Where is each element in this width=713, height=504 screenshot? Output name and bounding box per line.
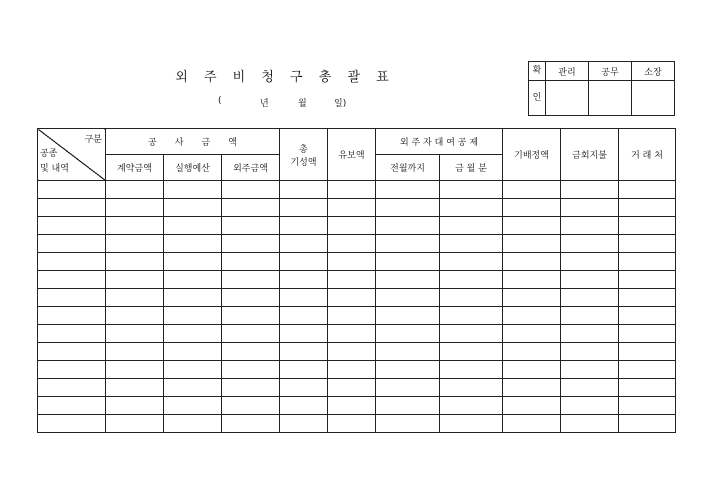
table-cell[interactable] <box>619 343 676 361</box>
table-cell[interactable] <box>440 181 503 199</box>
table-cell[interactable] <box>106 181 164 199</box>
table-cell[interactable] <box>328 343 376 361</box>
table-cell[interactable] <box>376 271 440 289</box>
table-cell[interactable] <box>440 397 503 415</box>
table-cell[interactable] <box>619 253 676 271</box>
approval-sign-manager[interactable] <box>632 81 675 116</box>
table-cell[interactable] <box>280 379 328 397</box>
table-cell[interactable] <box>280 361 328 379</box>
table-cell[interactable] <box>280 343 328 361</box>
table-cell[interactable] <box>440 343 503 361</box>
table-cell[interactable] <box>106 325 164 343</box>
table-cell[interactable] <box>164 343 222 361</box>
table-cell[interactable] <box>38 397 106 415</box>
table-row <box>38 325 676 343</box>
header-loan-deduction: 외 주 자 대 여 공 제 <box>376 129 503 155</box>
table-cell[interactable] <box>164 379 222 397</box>
table-cell[interactable] <box>164 199 222 217</box>
table-cell[interactable] <box>38 235 106 253</box>
table-cell[interactable] <box>440 415 503 433</box>
date-day: 일) <box>334 99 347 109</box>
table-cell[interactable] <box>280 181 328 199</box>
table-cell[interactable] <box>222 307 280 325</box>
table-cell[interactable] <box>280 325 328 343</box>
table-cell[interactable] <box>561 361 619 379</box>
table-cell[interactable] <box>222 361 280 379</box>
table-cell[interactable] <box>280 415 328 433</box>
approval-sign-works[interactable] <box>589 81 632 116</box>
table-cell[interactable] <box>328 361 376 379</box>
table-cell[interactable] <box>328 235 376 253</box>
header-total-line1: 총 <box>299 144 308 155</box>
table-cell[interactable] <box>222 289 280 307</box>
table-cell[interactable] <box>222 217 280 235</box>
table-cell[interactable] <box>376 181 440 199</box>
table-cell[interactable] <box>328 289 376 307</box>
table-cell[interactable] <box>328 271 376 289</box>
table-cell[interactable] <box>38 199 106 217</box>
table-cell[interactable] <box>561 379 619 397</box>
table-cell[interactable] <box>619 289 676 307</box>
date-line <box>210 96 360 110</box>
table-cell[interactable] <box>503 181 561 199</box>
table-cell[interactable] <box>503 343 561 361</box>
table-cell[interactable] <box>503 307 561 325</box>
table-cell[interactable] <box>164 217 222 235</box>
table-cell[interactable] <box>222 325 280 343</box>
corner-bottom-line2: 및 내역 <box>40 164 69 174</box>
table-cell[interactable] <box>328 199 376 217</box>
table-cell[interactable] <box>38 289 106 307</box>
table-cell[interactable] <box>38 271 106 289</box>
table-cell[interactable] <box>164 397 222 415</box>
table-cell[interactable] <box>503 235 561 253</box>
header-outsourcing-amount: 외주금액 <box>222 155 280 181</box>
corner-bottom-line1: 공종 <box>40 149 58 159</box>
table-cell[interactable] <box>280 253 328 271</box>
table-cell[interactable] <box>376 397 440 415</box>
table-cell[interactable] <box>164 415 222 433</box>
approval-header-works: 공무 <box>589 62 632 81</box>
table-cell[interactable] <box>376 199 440 217</box>
table-cell[interactable] <box>106 397 164 415</box>
table-cell[interactable] <box>619 271 676 289</box>
table-cell[interactable] <box>503 271 561 289</box>
table-cell[interactable] <box>619 415 676 433</box>
table-cell[interactable] <box>328 397 376 415</box>
table-cell[interactable] <box>503 361 561 379</box>
table-cell[interactable] <box>280 271 328 289</box>
header-prev-month: 전월까지 <box>376 155 440 181</box>
table-cell[interactable] <box>619 235 676 253</box>
corner-bottom-label <box>40 147 69 177</box>
table-cell[interactable] <box>561 343 619 361</box>
header-construction-amount: 공 사 금 액 <box>106 129 280 155</box>
date-year: 년 <box>260 99 269 109</box>
corner-header <box>38 129 106 181</box>
table-cell[interactable] <box>164 361 222 379</box>
table-cell[interactable] <box>38 181 106 199</box>
table-cell[interactable] <box>106 289 164 307</box>
table-cell[interactable] <box>106 217 164 235</box>
table-cell[interactable] <box>38 415 106 433</box>
table-cell[interactable] <box>561 181 619 199</box>
header-retention: 유보액 <box>328 129 376 181</box>
table-cell[interactable] <box>619 307 676 325</box>
table-row <box>38 253 676 271</box>
approval-sign-admin[interactable] <box>546 81 589 116</box>
table-cell[interactable] <box>561 325 619 343</box>
table-cell[interactable] <box>164 235 222 253</box>
table-row <box>38 343 676 361</box>
header-execution-budget: 실행예산 <box>164 155 222 181</box>
table-cell[interactable] <box>503 325 561 343</box>
table-cell[interactable] <box>376 289 440 307</box>
table-cell[interactable] <box>503 379 561 397</box>
table-cell[interactable] <box>503 199 561 217</box>
table-cell[interactable] <box>280 397 328 415</box>
summary-table <box>37 128 676 433</box>
table-cell[interactable] <box>106 199 164 217</box>
table-cell[interactable] <box>164 325 222 343</box>
table-cell[interactable] <box>328 415 376 433</box>
table-cell[interactable] <box>561 217 619 235</box>
table-row <box>38 289 676 307</box>
table-cell[interactable] <box>106 379 164 397</box>
date-month: 월 <box>298 99 307 109</box>
table-row <box>38 199 676 217</box>
corner-top-label: 구분 <box>84 135 102 145</box>
approval-box <box>528 61 675 116</box>
table-cell[interactable] <box>619 217 676 235</box>
table-cell[interactable] <box>503 289 561 307</box>
table-cell[interactable] <box>376 235 440 253</box>
table-row <box>38 361 676 379</box>
table-cell[interactable] <box>503 217 561 235</box>
table-cell[interactable] <box>280 307 328 325</box>
table-cell[interactable] <box>280 235 328 253</box>
table-cell[interactable] <box>164 253 222 271</box>
table-cell[interactable] <box>503 415 561 433</box>
table-row <box>38 307 676 325</box>
table-cell[interactable] <box>38 379 106 397</box>
table-cell[interactable] <box>376 253 440 271</box>
table-cell[interactable] <box>222 181 280 199</box>
table-cell[interactable] <box>328 253 376 271</box>
table-cell[interactable] <box>561 307 619 325</box>
table-cell[interactable] <box>222 379 280 397</box>
header-total-progress <box>280 129 328 181</box>
table-cell[interactable] <box>38 361 106 379</box>
table-cell[interactable] <box>280 289 328 307</box>
header-vendor: 거 래 처 <box>619 129 676 181</box>
table-cell[interactable] <box>440 289 503 307</box>
table-row <box>38 235 676 253</box>
table-cell[interactable] <box>440 271 503 289</box>
table-row <box>38 271 676 289</box>
table-cell[interactable] <box>376 343 440 361</box>
table-cell[interactable] <box>619 379 676 397</box>
table-cell[interactable] <box>619 199 676 217</box>
table-cell[interactable] <box>376 307 440 325</box>
table-cell[interactable] <box>440 199 503 217</box>
table-cell[interactable] <box>440 307 503 325</box>
approval-header-manager: 소장 <box>632 62 675 81</box>
table-cell[interactable] <box>106 361 164 379</box>
table-cell[interactable] <box>440 325 503 343</box>
table-row <box>38 217 676 235</box>
table-cell[interactable] <box>106 235 164 253</box>
table-cell[interactable] <box>222 235 280 253</box>
table-row <box>38 397 676 415</box>
table-cell[interactable] <box>619 397 676 415</box>
table-cell[interactable] <box>440 379 503 397</box>
table-cell[interactable] <box>280 217 328 235</box>
table-cell[interactable] <box>280 199 328 217</box>
table-cell[interactable] <box>619 325 676 343</box>
table-cell[interactable] <box>222 271 280 289</box>
table-cell[interactable] <box>222 199 280 217</box>
table-cell[interactable] <box>503 397 561 415</box>
table-cell[interactable] <box>38 307 106 325</box>
table-cell[interactable] <box>328 181 376 199</box>
table-cell[interactable] <box>561 235 619 253</box>
table-cell[interactable] <box>164 289 222 307</box>
table-cell[interactable] <box>561 415 619 433</box>
table-cell[interactable] <box>222 343 280 361</box>
table-cell[interactable] <box>222 415 280 433</box>
table-cell[interactable] <box>376 379 440 397</box>
header-this-month: 금 월 분 <box>440 155 503 181</box>
table-cell[interactable] <box>164 307 222 325</box>
table-cell[interactable] <box>440 253 503 271</box>
header-total-line2: 기성액 <box>290 157 317 168</box>
table-cell[interactable] <box>328 217 376 235</box>
approval-label-top: 확 <box>529 62 546 81</box>
table-cell[interactable] <box>619 181 676 199</box>
table-cell[interactable] <box>376 217 440 235</box>
table-cell[interactable] <box>440 217 503 235</box>
table-cell[interactable] <box>106 415 164 433</box>
table-cell[interactable] <box>376 325 440 343</box>
table-row <box>38 415 676 433</box>
approval-header-admin: 관리 <box>546 62 589 81</box>
table-cell[interactable] <box>561 271 619 289</box>
table-cell[interactable] <box>561 289 619 307</box>
table-cell[interactable] <box>38 325 106 343</box>
table-cell[interactable] <box>561 199 619 217</box>
table-cell[interactable] <box>561 253 619 271</box>
table-cell[interactable] <box>38 253 106 271</box>
table-cell[interactable] <box>503 253 561 271</box>
table-cell[interactable] <box>328 325 376 343</box>
table-cell[interactable] <box>619 361 676 379</box>
table-cell[interactable] <box>106 271 164 289</box>
table-cell[interactable] <box>164 271 222 289</box>
table-cell[interactable] <box>222 253 280 271</box>
table-cell[interactable] <box>38 217 106 235</box>
table-row <box>38 379 676 397</box>
table-cell[interactable] <box>376 361 440 379</box>
table-cell[interactable] <box>164 181 222 199</box>
table-cell[interactable] <box>328 379 376 397</box>
table-cell[interactable] <box>440 235 503 253</box>
header-paid: 기배정액 <box>503 129 561 181</box>
table-cell[interactable] <box>440 361 503 379</box>
table-cell[interactable] <box>222 397 280 415</box>
header-current-pay: 금회지불 <box>561 129 619 181</box>
page-title: 외 주 비 청 구 총 괄 표 <box>175 70 395 85</box>
table-cell[interactable] <box>376 415 440 433</box>
table-cell[interactable] <box>38 343 106 361</box>
table-cell[interactable] <box>328 307 376 325</box>
table-row <box>38 181 676 199</box>
table-cell[interactable] <box>561 397 619 415</box>
table-cell[interactable] <box>106 307 164 325</box>
header-contract-amount: 계약금액 <box>106 155 164 181</box>
table-cell[interactable] <box>106 343 164 361</box>
approval-label-bottom: 인 <box>529 81 546 116</box>
date-open: ( <box>218 96 222 106</box>
table-cell[interactable] <box>106 253 164 271</box>
